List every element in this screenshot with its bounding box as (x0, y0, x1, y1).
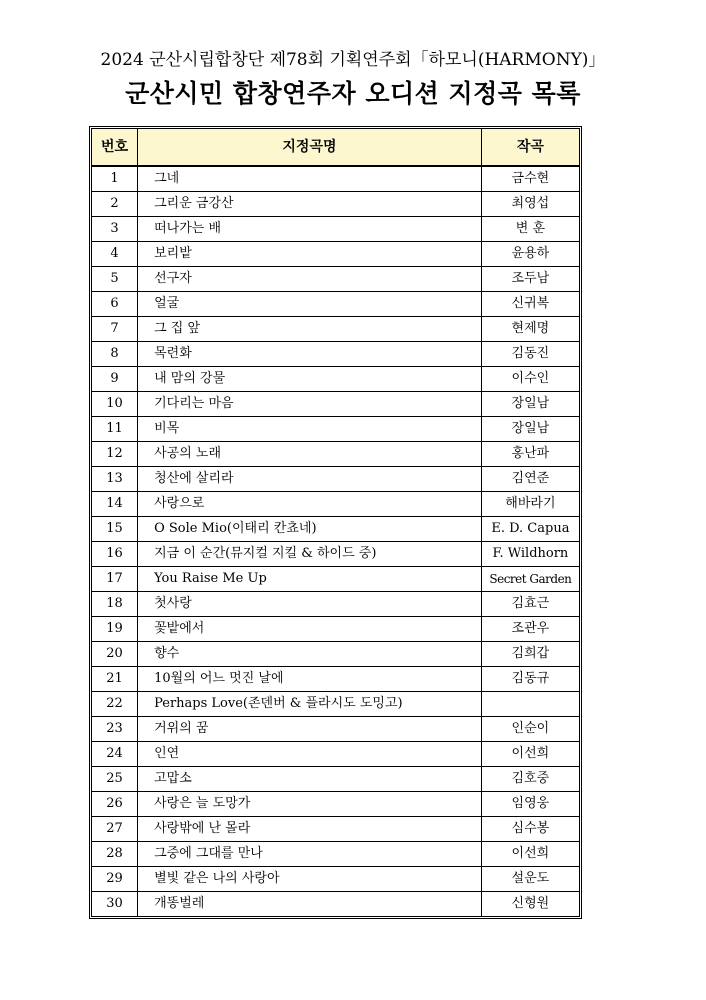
song-composer: Secret Garden (481, 567, 579, 592)
song-composer: 김호중 (481, 767, 579, 792)
song-composer: 금수현 (481, 166, 579, 192)
song-number: 20 (92, 642, 138, 667)
song-title: 그리운 금강산 (138, 192, 482, 217)
song-composer: 이선희 (481, 742, 579, 767)
song-composer: 이선희 (481, 842, 579, 867)
song-composer: 최영섭 (481, 192, 579, 217)
song-number: 25 (92, 767, 138, 792)
song-composer: 신귀복 (481, 292, 579, 317)
column-header-title: 지정곡명 (138, 129, 482, 167)
table-row (92, 792, 580, 817)
song-number: 14 (92, 492, 138, 517)
song-title: Perhaps Love(존덴버 & 플라시도 도밍고) (138, 692, 482, 717)
column-header-number: 번호 (92, 129, 138, 167)
song-title: 내 맘의 강물 (138, 367, 482, 392)
song-number: 6 (92, 292, 138, 317)
song-composer: 장일남 (481, 417, 579, 442)
table-row (92, 867, 580, 892)
song-composer: 임영웅 (481, 792, 579, 817)
table-row (92, 667, 580, 692)
table-row (92, 542, 580, 567)
song-title: 목련화 (138, 342, 482, 367)
song-title: You Raise Me Up (138, 567, 482, 592)
table-row (92, 767, 580, 792)
song-composer (481, 692, 579, 717)
table-header-row (92, 129, 580, 167)
song-title: 선구자 (138, 267, 482, 292)
song-number: 2 (92, 192, 138, 217)
song-composer: 김연준 (481, 467, 579, 492)
song-number: 22 (92, 692, 138, 717)
table-row (92, 166, 580, 192)
song-composer: 조두남 (481, 267, 579, 292)
table-row (92, 492, 580, 517)
song-title: 10월의 어느 멋진 날에 (138, 667, 482, 692)
song-title: 떠나가는 배 (138, 217, 482, 242)
song-number: 19 (92, 617, 138, 642)
song-number: 9 (92, 367, 138, 392)
song-composer: 해바라기 (481, 492, 579, 517)
song-number: 5 (92, 267, 138, 292)
song-number: 27 (92, 817, 138, 842)
song-title: O Sole Mio(이태리 칸쵸네) (138, 517, 482, 542)
song-composer: 설운도 (481, 867, 579, 892)
song-title: 사공의 노래 (138, 442, 482, 467)
table-row (92, 292, 580, 317)
song-title: 비목 (138, 417, 482, 442)
table-row (92, 417, 580, 442)
song-composer: 김희갑 (481, 642, 579, 667)
song-title: 지금 이 순간(뮤지컬 지킬 & 하이드 중) (138, 542, 482, 567)
table-row (92, 592, 580, 617)
song-composer: 홍난파 (481, 442, 579, 467)
table-row (92, 617, 580, 642)
song-composer: 이수인 (481, 367, 579, 392)
table-row (92, 842, 580, 867)
table-row (92, 342, 580, 367)
song-composer: E. D. Capua (481, 517, 579, 542)
table-row (92, 242, 580, 267)
song-composer: 변 훈 (481, 217, 579, 242)
song-composer: 김동규 (481, 667, 579, 692)
table-row (92, 517, 580, 542)
table-body (92, 166, 580, 917)
table-row (92, 442, 580, 467)
song-title: 개똥벌레 (138, 892, 482, 917)
song-number: 12 (92, 442, 138, 467)
table-row (92, 717, 580, 742)
table-row (92, 892, 580, 917)
song-number: 28 (92, 842, 138, 867)
table-row (92, 267, 580, 292)
song-title: 고맙소 (138, 767, 482, 792)
page-title: 군산시민 합창연주자 오디션 지정곡 목록 (125, 79, 581, 108)
song-number: 1 (92, 166, 138, 192)
song-composer: 김동진 (481, 342, 579, 367)
table-row (92, 217, 580, 242)
table-row (92, 392, 580, 417)
table-row (92, 192, 580, 217)
song-composer: 심수봉 (481, 817, 579, 842)
song-composer: 윤용하 (481, 242, 579, 267)
song-title: 그네 (138, 166, 482, 192)
song-title: 별빛 같은 나의 사랑아 (138, 867, 482, 892)
song-number: 17 (92, 567, 138, 592)
song-list-table (91, 128, 580, 917)
song-number: 13 (92, 467, 138, 492)
song-composer: 인순이 (481, 717, 579, 742)
song-number: 4 (92, 242, 138, 267)
song-title: 향수 (138, 642, 482, 667)
song-title: 그 집 앞 (138, 317, 482, 342)
song-title: 인연 (138, 742, 482, 767)
song-number: 18 (92, 592, 138, 617)
song-number: 15 (92, 517, 138, 542)
song-title: 그중에 그대를 만나 (138, 842, 482, 867)
song-composer: F. Wildhorn (481, 542, 579, 567)
table-row (92, 467, 580, 492)
song-number: 21 (92, 667, 138, 692)
song-title: 얼굴 (138, 292, 482, 317)
song-composer: 장일남 (481, 392, 579, 417)
song-title: 기다리는 마음 (138, 392, 482, 417)
song-composer: 신형원 (481, 892, 579, 917)
song-title: 청산에 살리라 (138, 467, 482, 492)
song-number: 23 (92, 717, 138, 742)
song-number: 8 (92, 342, 138, 367)
column-header-composer: 작곡 (481, 129, 579, 167)
song-number: 16 (92, 542, 138, 567)
song-number: 11 (92, 417, 138, 442)
song-title: 첫사랑 (138, 592, 482, 617)
table-row (92, 642, 580, 667)
song-number: 30 (92, 892, 138, 917)
song-number: 3 (92, 217, 138, 242)
table-row (92, 742, 580, 767)
song-title: 거위의 꿈 (138, 717, 482, 742)
concert-subtitle: 2024 군산시립합창단 제78회 기획연주회「하모니(HARMONY)」 (100, 50, 606, 70)
table-row (92, 567, 580, 592)
song-composer: 김효근 (481, 592, 579, 617)
song-title: 사랑은 늘 도망가 (138, 792, 482, 817)
song-number: 7 (92, 317, 138, 342)
table-row (92, 367, 580, 392)
song-title: 사랑으로 (138, 492, 482, 517)
song-number: 24 (92, 742, 138, 767)
table-row (92, 692, 580, 717)
table-row (92, 817, 580, 842)
song-title: 꽃밭에서 (138, 617, 482, 642)
song-title: 보리밭 (138, 242, 482, 267)
song-title: 사랑밖에 난 몰라 (138, 817, 482, 842)
song-composer: 현제명 (481, 317, 579, 342)
song-list-table-frame (89, 126, 582, 919)
song-composer: 조관우 (481, 617, 579, 642)
song-number: 26 (92, 792, 138, 817)
song-number: 29 (92, 867, 138, 892)
song-number: 10 (92, 392, 138, 417)
table-row (92, 317, 580, 342)
